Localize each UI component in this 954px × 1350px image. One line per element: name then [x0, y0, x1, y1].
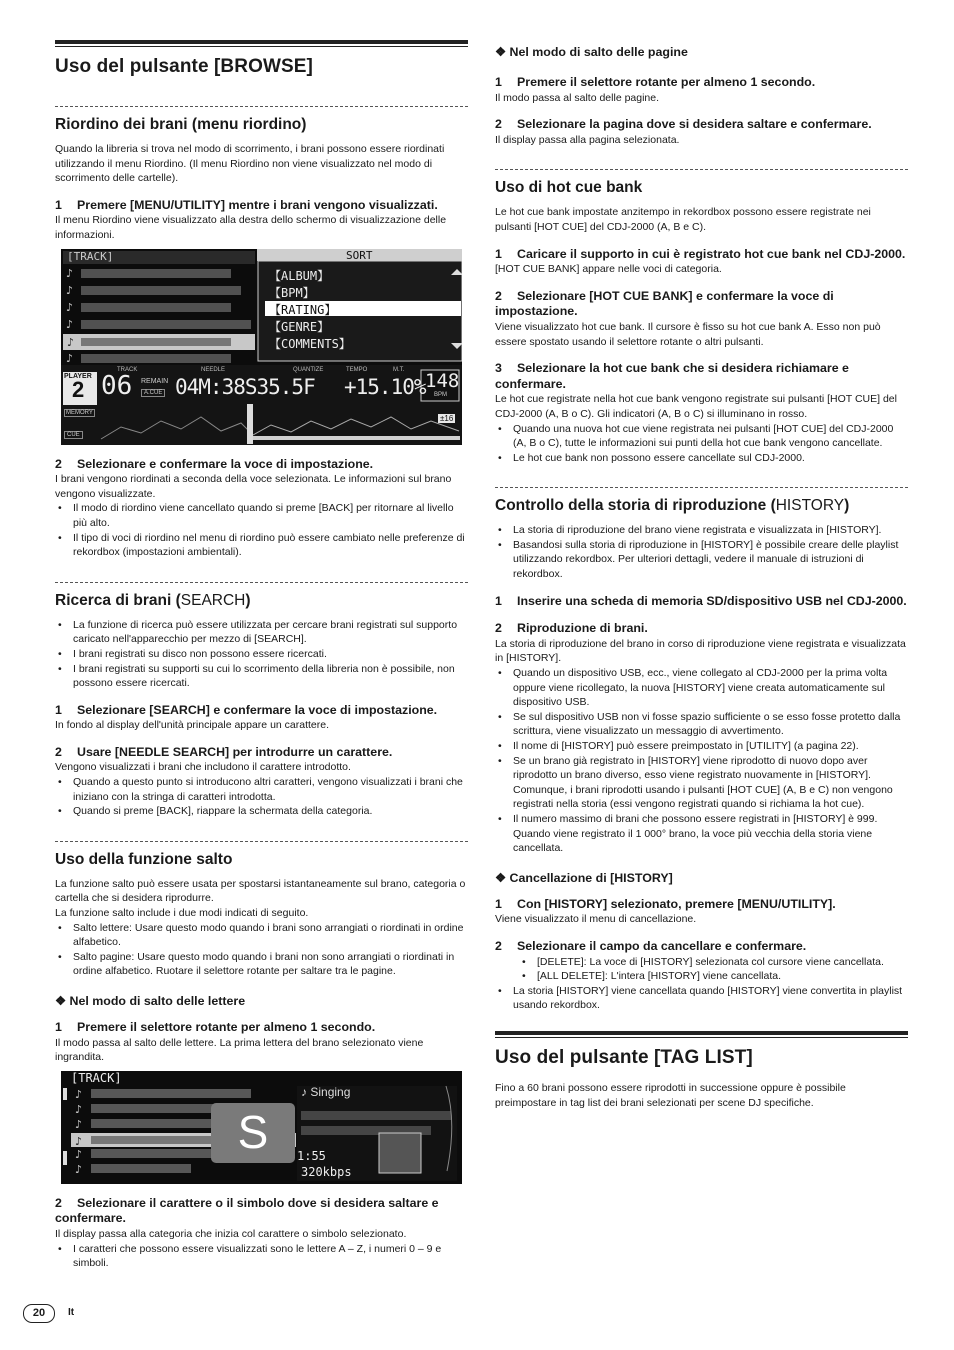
time-display: 04M:38S35.5F: [175, 374, 315, 399]
heading-jump: Uso della funzione salto: [55, 850, 233, 868]
jump-bullets: [55, 921, 468, 979]
bpm-value: 148: [425, 369, 460, 392]
list-item: • La storia [HISTORY] viene cancellata quando [HISTORY] viene convertita in playlist usando rekordbox.: [495, 984, 908, 1013]
section-hotcue: [495, 169, 908, 465]
sort-bullets: [55, 501, 468, 559]
right-column: [495, 44, 908, 1110]
search-step-1-text: In fondo al display dell'unità principale appare un carattere.: [55, 719, 330, 732]
search-step-2-text: Vengono visualizzati i brani che includono il carattere introdotto.: [55, 761, 351, 774]
hotcue-step-2: 2 Selezionare [HOT CUE BANK] e confermare la voce di impostazione.: [495, 288, 834, 319]
sort-screen-image: [61, 249, 462, 445]
list-item: • Il nome di [HISTORY] può essere preimpostato in [UTILITY] (a pagina 22).: [495, 739, 908, 754]
jump-duration: 1:55: [297, 1148, 326, 1163]
list-item: • [ALL DELETE]: L'intera [HISTORY] viene cancellata.: [495, 969, 908, 984]
pages-step-1-text: Il modo passa al salto delle pagine.: [495, 91, 660, 104]
tempo-label: TEMPO: [346, 366, 368, 373]
section-search: [55, 582, 468, 819]
list-item: • Le hot cue bank non possono essere cancellate sul CDJ-2000.: [495, 451, 908, 466]
jump-letter[interactable]: S: [237, 1105, 269, 1158]
search-step-1: 1 Selezionare [SEARCH] e confermare la voce di impostazione.: [55, 702, 438, 717]
list-item: • Basandosi sulla storia di riproduzione in [HISTORY] è possibile creare delle playlist utilizzando rekordbox. Per ulteriori dettagli, vedere il manuale di istruzioni di rekordbox.: [495, 538, 908, 582]
section-history: [495, 487, 908, 1013]
tempo-display: +15.10%: [344, 374, 426, 399]
sort-screen-svg: [61, 249, 462, 445]
history-delete-step-2: 2 Selezionare il campo da cancellare e confermare.: [495, 938, 807, 953]
list-item: • I brani registrati su disco non possono essere ricercati.: [55, 647, 468, 662]
list-item: • La storia di riproduzione del brano viene registrata e visualizzata in [HISTORY].: [495, 523, 908, 538]
sort-option-album[interactable]: 【ALBUM】: [269, 268, 330, 283]
svg-text:♪: ♪: [75, 1134, 83, 1148]
pages-step-2-text: Il display passa alla pagina selezionata.: [495, 133, 680, 146]
jump-bitrate: 320kbps: [301, 1164, 352, 1179]
history-delete-options: [495, 955, 908, 984]
svg-text:♪: ♪: [66, 351, 74, 365]
list-item: • Il numero massimo di brani che possono essere registrati in [HISTORY] è 999. Quando viene registrato il 1 000° brano, la voce più vecchia della storia viene cancellata.: [495, 812, 908, 856]
jump-letters-subheading: ❖ Nel modo di salto delle lettere: [55, 994, 246, 1008]
history-step-1: 1 Inserire una scheda di memoria SD/dispositivo USB nel CDJ-2000.: [495, 593, 907, 608]
jump-track-header: [TRACK]: [71, 1070, 122, 1085]
sort-track-header: [TRACK]: [67, 249, 114, 263]
page-language: It: [68, 1307, 75, 1318]
svg-text:♪: ♪: [67, 335, 75, 349]
jump-step-2-text: Il display passa alla categoria che inizia col carattere o simbolo selezionato.: [55, 1227, 407, 1240]
jump-song-title: ♪ Singing: [301, 1084, 351, 1099]
list-item: • [DELETE]: La voce di [HISTORY] selezionata col cursore viene cancellata.: [495, 955, 908, 970]
hotcue-step-1: 1 Caricare il supporto in cui è registrato hot cue bank nel CDJ-2000.: [495, 246, 906, 261]
page-number: 20: [23, 1304, 55, 1323]
acue-label: A.CUE: [141, 389, 165, 397]
svg-text:♪: ♪: [75, 1087, 83, 1101]
list-item: • Quando una nuova hot cue viene registrata nei pulsanti [HOT CUE] del CDJ-2000 (A, B o C), tutte le informazioni sui punti della hot cue bank vengono cancellate.: [495, 422, 908, 451]
sort-title: SORT: [346, 248, 373, 262]
list-item: • Salto lettere: Usare questo modo quando i brani sono arrangiati o riordinati in ordine alfabetico.: [55, 921, 468, 950]
list-item: • I brani registrati su supporti su cui lo scorrimento della libreria non è possibile, non possono essere ricercati.: [55, 662, 468, 691]
cue-label: CUE: [64, 431, 83, 439]
svg-text:♪: ♪: [66, 283, 74, 297]
heading-search: Ricerca di brani (SEARCH): [55, 591, 251, 609]
mt-label: M.T.: [393, 366, 405, 373]
range-label: ±16: [440, 413, 454, 423]
history-bullets-2: [495, 666, 908, 856]
history-delete-step-1: 1 Con [HISTORY] selezionato, premere [MENU/UTILITY].: [495, 896, 836, 911]
list-item: • Se un brano già registrato in [HISTORY] viene riprodotto di nuovo dopo aver riprodotto un brano diverso, esso viene registrato nuovamente in [HISTORY]. Comunque, i brani riprodotti usando i pulsanti [HOT CUE] (A, B e C) non vengono registrati nella storia (essi vengono registrati quando si richiama la hot cue).: [495, 754, 908, 812]
list-item: • Se sul dispositivo USB non vi fosse spazio sufficiente o se esso fosse protetto dalla scrittura, viene visualizzato un messaggio di avvertimento.: [495, 710, 908, 739]
hotcue-step-2-text: Viene visualizzato hot cue bank. Il cursore è fisso su hot cue bank A. Esso non può essere spostato usando il selettore rotante o altri pulsanti.: [495, 320, 881, 348]
history-step-2: 2 Riproduzione di brani.: [495, 621, 648, 636]
sort-step-1: 1 Premere [MENU/UTILITY] mentre i brani vengono visualizzati.: [55, 197, 438, 212]
hotcue-bullets: [495, 422, 908, 466]
history-delete-step-1-text: Viene visualizzato il menu di cancellazione.: [495, 913, 697, 926]
heading-hotcue: Uso di hot cue bank: [495, 179, 643, 197]
history-bullets: [495, 523, 908, 581]
jump-step-1: 1 Premere il selettore rotante per almeno 1 secondo.: [55, 1020, 376, 1034]
pages-step-1: 1 Premere il selettore rotante per almeno 1 secondo.: [495, 75, 816, 89]
search-step-2: 2 Usare [NEEDLE SEARCH] per introdurre un carattere.: [55, 744, 393, 759]
svg-text:♪: ♪: [66, 317, 74, 331]
sort-step-2: 2 Selezionare e confermare la voce di impostazione.: [55, 456, 374, 471]
hotcue-step-3: 3 Selezionare la hot cue bank che si desidera richiamare e confermare.: [495, 361, 849, 391]
svg-text:♪: ♪: [75, 1162, 83, 1176]
search-bullets-2: [55, 775, 468, 819]
sort-option-genre[interactable]: 【GENRE】: [269, 319, 330, 334]
page-title-browse: Uso del pulsante [BROWSE]: [55, 56, 313, 77]
svg-text:♪: ♪: [75, 1117, 83, 1131]
svg-text:♪: ♪: [66, 300, 74, 314]
jump-intro-1: La funzione salto può essere usata per spostarsi istantaneamente sul brano, categoria o cartella che si desidera riprodurre.: [55, 877, 466, 905]
sort-option-rating[interactable]: 【RATING】: [269, 302, 337, 317]
jump-step-1-text: Il modo passa al salto delle lettere. La prima lettera del brano selezionato viene ingrandita.: [55, 1036, 424, 1064]
track-number: 06: [101, 370, 133, 401]
quantize-label: QUANTIZE: [293, 366, 324, 373]
sort-intro: Quando la libreria si trova nel modo di scorrimento, i brani possono essere riordinati utilizzando il menu Riordino. (Il menu Riordino non viene visualizzato nel modo di scorrimento delle cartelle).: [55, 143, 445, 185]
history-step-2-text: La storia di riproduzione del brano in corso di riproduzione viene registrata e visualizzata in [HISTORY].: [495, 637, 906, 665]
sort-option-comments[interactable]: 【COMMENTS】: [269, 336, 351, 351]
hotcue-step-3-text: Le hot cue registrate nella hot cue bank vengono registrate sui pulsanti [HOT CUE] del CDJ-2000 (A, B o C). Gli indicatori (A, B o C) si illuminano in rosso.: [495, 393, 897, 420]
heading-history: Controllo della storia di riproduzione (HISTORY): [495, 497, 850, 515]
jump-bullets-2: [55, 1242, 468, 1271]
page-title-taglist: Uso del pulsante [TAG LIST]: [495, 1046, 753, 1068]
section-header-taglist: [495, 1031, 908, 1069]
player-label: PLAYER: [64, 372, 92, 380]
jump-intro-2: La funzione salto include i due modi indicati di seguito.: [55, 907, 309, 920]
history-delete-subheading: ❖ Cancellazione di [HISTORY]: [495, 870, 673, 885]
sort-step-2-text: I brani vengono riordinati a seconda della voce selezionata. Le informazioni sul brano vengono visualizzate.: [55, 473, 452, 500]
list-item: • Quando a questo punto si introducono altri caratteri, vengono visualizzati i brani che iniziano con la stringa di caratteri introdotta.: [55, 775, 468, 804]
list-item: • I caratteri che possono essere visualizzati sono le lettere A – Z, i numeri 0 – 9 e simboli.: [55, 1242, 468, 1271]
list-item: • Salto pagine: Usare questo modo quando i brani non sono arrangiati o riordinati in ordine alfabetico. Ruotare il selettore rotante per saltare tra le pagine.: [55, 950, 468, 979]
pages-subheading: ❖ Nel modo di salto delle pagine: [495, 45, 688, 59]
list-item: • Quando un dispositivo USB, ecc., viene collegato al CDJ-2000 per la prima volta oppure viene ricollegato, la nuova [HISTORY] viene creata automaticamente sul dispositivo USB.: [495, 666, 908, 710]
history-last-bullets: [495, 984, 908, 1013]
sort-options: [269, 268, 351, 353]
track-label: TRACK: [117, 366, 138, 373]
pages-step-2: 2 Selezionare la pagina dove si desidera saltare e confermare.: [495, 117, 872, 132]
list-item: • Il tipo di voci di riordino nel menu di riordino può essere cambiato nelle preferenze di rekordbox (impostazioni ambientali).: [55, 531, 468, 560]
sort-option-bpm[interactable]: 【BPM】: [269, 285, 315, 300]
list-item: • La funzione di ricerca può essere utilizzata per cercare brani registrati sul supporto caricato nell'apparecchio per mezzo di [SEARCH].: [55, 618, 468, 647]
jump-screen-image: [61, 1071, 462, 1184]
sort-step-1-text: Il menu Riordino viene visualizzato alla destra dello schermo di visualizzazione delle informazioni.: [55, 214, 447, 241]
search-bullets: [55, 618, 468, 691]
remain-label: REMAIN: [141, 377, 169, 385]
list-item: • Il modo di riordino viene cancellato quando si preme [BACK] per ritornare al livello più alto.: [55, 501, 468, 530]
bpm-unit: BPM: [434, 391, 448, 398]
needle-label: NEEDLE: [201, 366, 226, 373]
svg-text:♪: ♪: [75, 1147, 83, 1161]
svg-text:♪: ♪: [66, 266, 74, 280]
section-sort: [55, 106, 468, 560]
list-item: • Quando si preme [BACK], riappare la schermata della categoria.: [55, 804, 468, 819]
svg-text:♪: ♪: [75, 1102, 83, 1116]
player-number: 2: [72, 376, 85, 402]
section-header-browse: [55, 40, 468, 78]
memory-label: MEMORY: [66, 409, 93, 416]
hotcue-intro: Le hot cue bank impostate anzitempo in rekordbox possono essere registrate nei pulsanti [HOT CUE] del CDJ-2000 (A, B e C).: [495, 206, 871, 233]
left-column: [55, 40, 468, 1271]
heading-sort: Riordino dei brani (menu riordino): [55, 116, 307, 133]
hotcue-step-1-text: [HOT CUE BANK] appare nelle voci di categoria.: [495, 263, 722, 276]
section-jump: [55, 841, 468, 1271]
jump-step-2: 2 Selezionare il carattere o il simbolo dove si desidera saltare e confermare.: [55, 1195, 439, 1226]
taglist-text: Fino a 60 brani possono essere riprodotti in successione oppure è possibile preimpostare in tag list dei brani selezionati per scene DJ specifiche.: [495, 1081, 846, 1109]
